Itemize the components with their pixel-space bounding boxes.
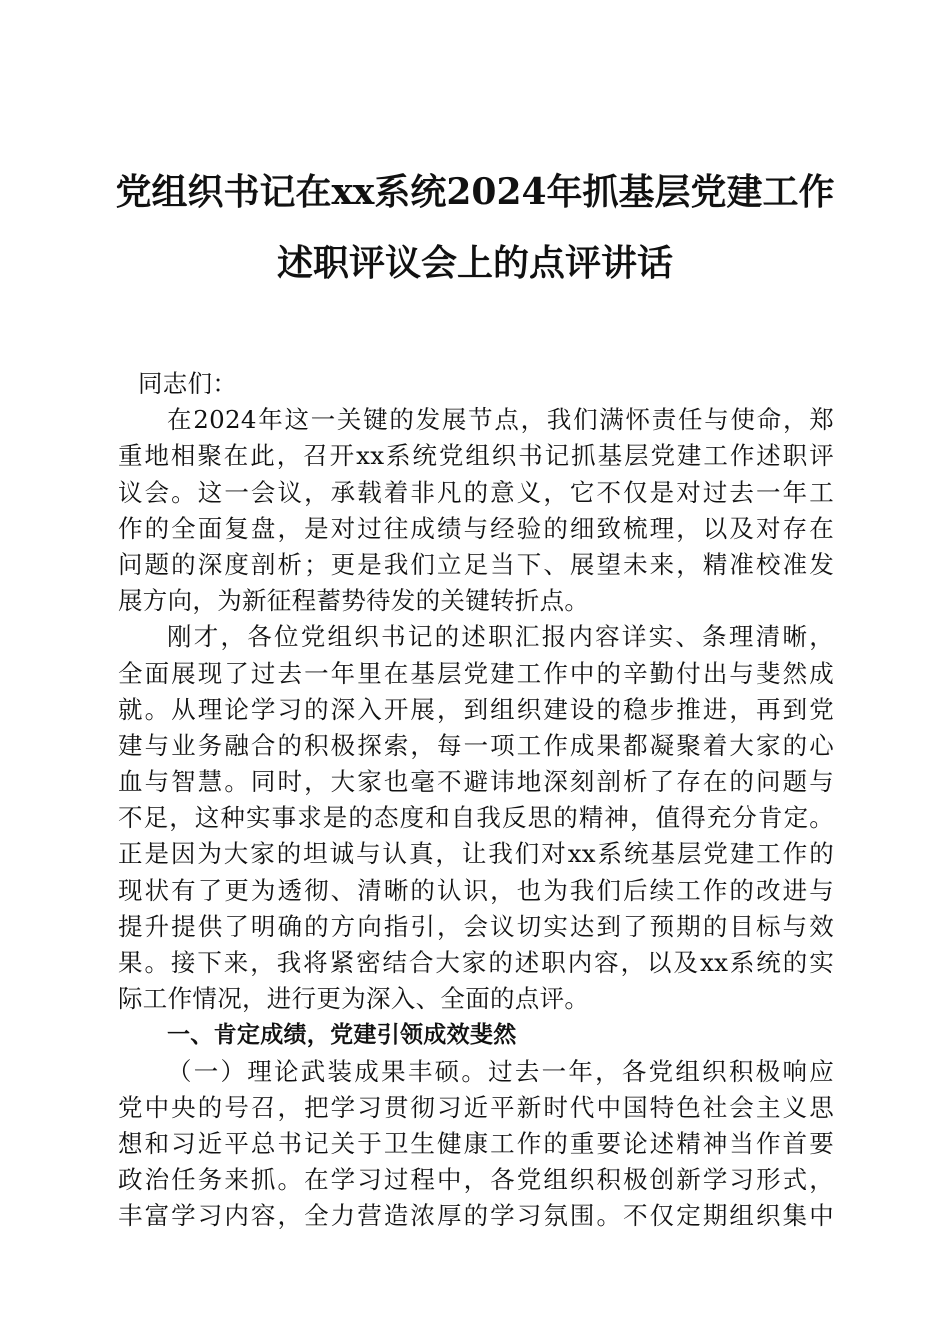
- paragraph-2-line: 全面展现了过去一年里在基层党建工作中的辛勤付出与斐然成: [118, 658, 834, 688]
- document-body: [118, 366, 834, 1235]
- paragraph-1-line: 作的全面复盘，是对过往成绩与经验的细致梳理，以及对存在: [118, 513, 834, 543]
- paragraph-3-line: （一）理论武装成果丰硕。过去一年，各党组织积极响应: [167, 1056, 834, 1086]
- paragraph-2-line: 不足，这种实事求是的态度和自我反思的精神，值得充分肯定。: [118, 803, 834, 833]
- paragraph-2-line: 果。接下来，我将紧密结合大家的述职内容，以及xx系统的实: [118, 948, 834, 977]
- paragraph-1-line: 在2024年这一关键的发展节点，我们满怀责任与使命，郑: [167, 405, 834, 435]
- paragraph-3-line: 想和习近平总书记关于卫生健康工作的重要论述精神当作首要: [118, 1128, 834, 1158]
- paragraph-3-line: 政治任务来抓。在学习过程中，各党组织积极创新学习形式，: [118, 1165, 834, 1195]
- paragraph-1-line: 议会。这一会议，承载着非凡的意义，它不仅是对过去一年工: [118, 477, 834, 507]
- paragraph-2-line: 刚才，各位党组织书记的述职汇报内容详实、条理清晰，: [167, 622, 834, 652]
- paragraph-1-line: 重地相聚在此，召开xx系统党组织书记抓基层党建工作述职评: [118, 441, 834, 471]
- paragraph-2-line: 提升提供了明确的方向指引，会议切实达到了预期的目标与效: [118, 911, 834, 941]
- paragraph-1-line: 问题的深度剖析；更是我们立足当下、展望未来，精准校准发: [118, 549, 834, 579]
- document-title-line-1: 党组织书记在xx系统2024年抓基层党建工作: [115, 171, 835, 213]
- salutation: 同志们：: [138, 369, 238, 398]
- section-heading: 一、肯定成绩，党建引领成效斐然: [167, 1022, 517, 1049]
- paragraph-3-line: 党中央的号召，把学习贯彻习近平新时代中国特色社会主义思: [118, 1092, 834, 1122]
- paragraph-2-line: 正是因为大家的坦诚与认真，让我们对xx系统基层党建工作的: [118, 839, 834, 869]
- paragraph-2-line: 就。从理论学习的深入开展，到组织建设的稳步推进，再到党: [118, 694, 834, 724]
- paragraph-2-line: 现状有了更为透彻、清晰的认识，也为我们后续工作的改进与: [118, 875, 834, 905]
- document-title-line-2: 述职评议会上的点评讲话: [276, 242, 673, 284]
- paragraph-1-line: 展方向，为新征程蓄势待发的关键转折点。: [118, 586, 590, 616]
- paragraph-3-line: 丰富学习内容，全力营造浓厚的学习氛围。不仅定期组织集中: [118, 1201, 834, 1231]
- paragraph-2-line: 际工作情况，进行更为深入、全面的点评。: [118, 984, 590, 1014]
- paragraph-2-line: 血与智慧。同时，大家也毫不避讳地深刻剖析了存在的问题与: [118, 767, 834, 797]
- paragraph-2-line: 建与业务融合的积极探索，每一项工作成果都凝聚着大家的心: [118, 730, 834, 760]
